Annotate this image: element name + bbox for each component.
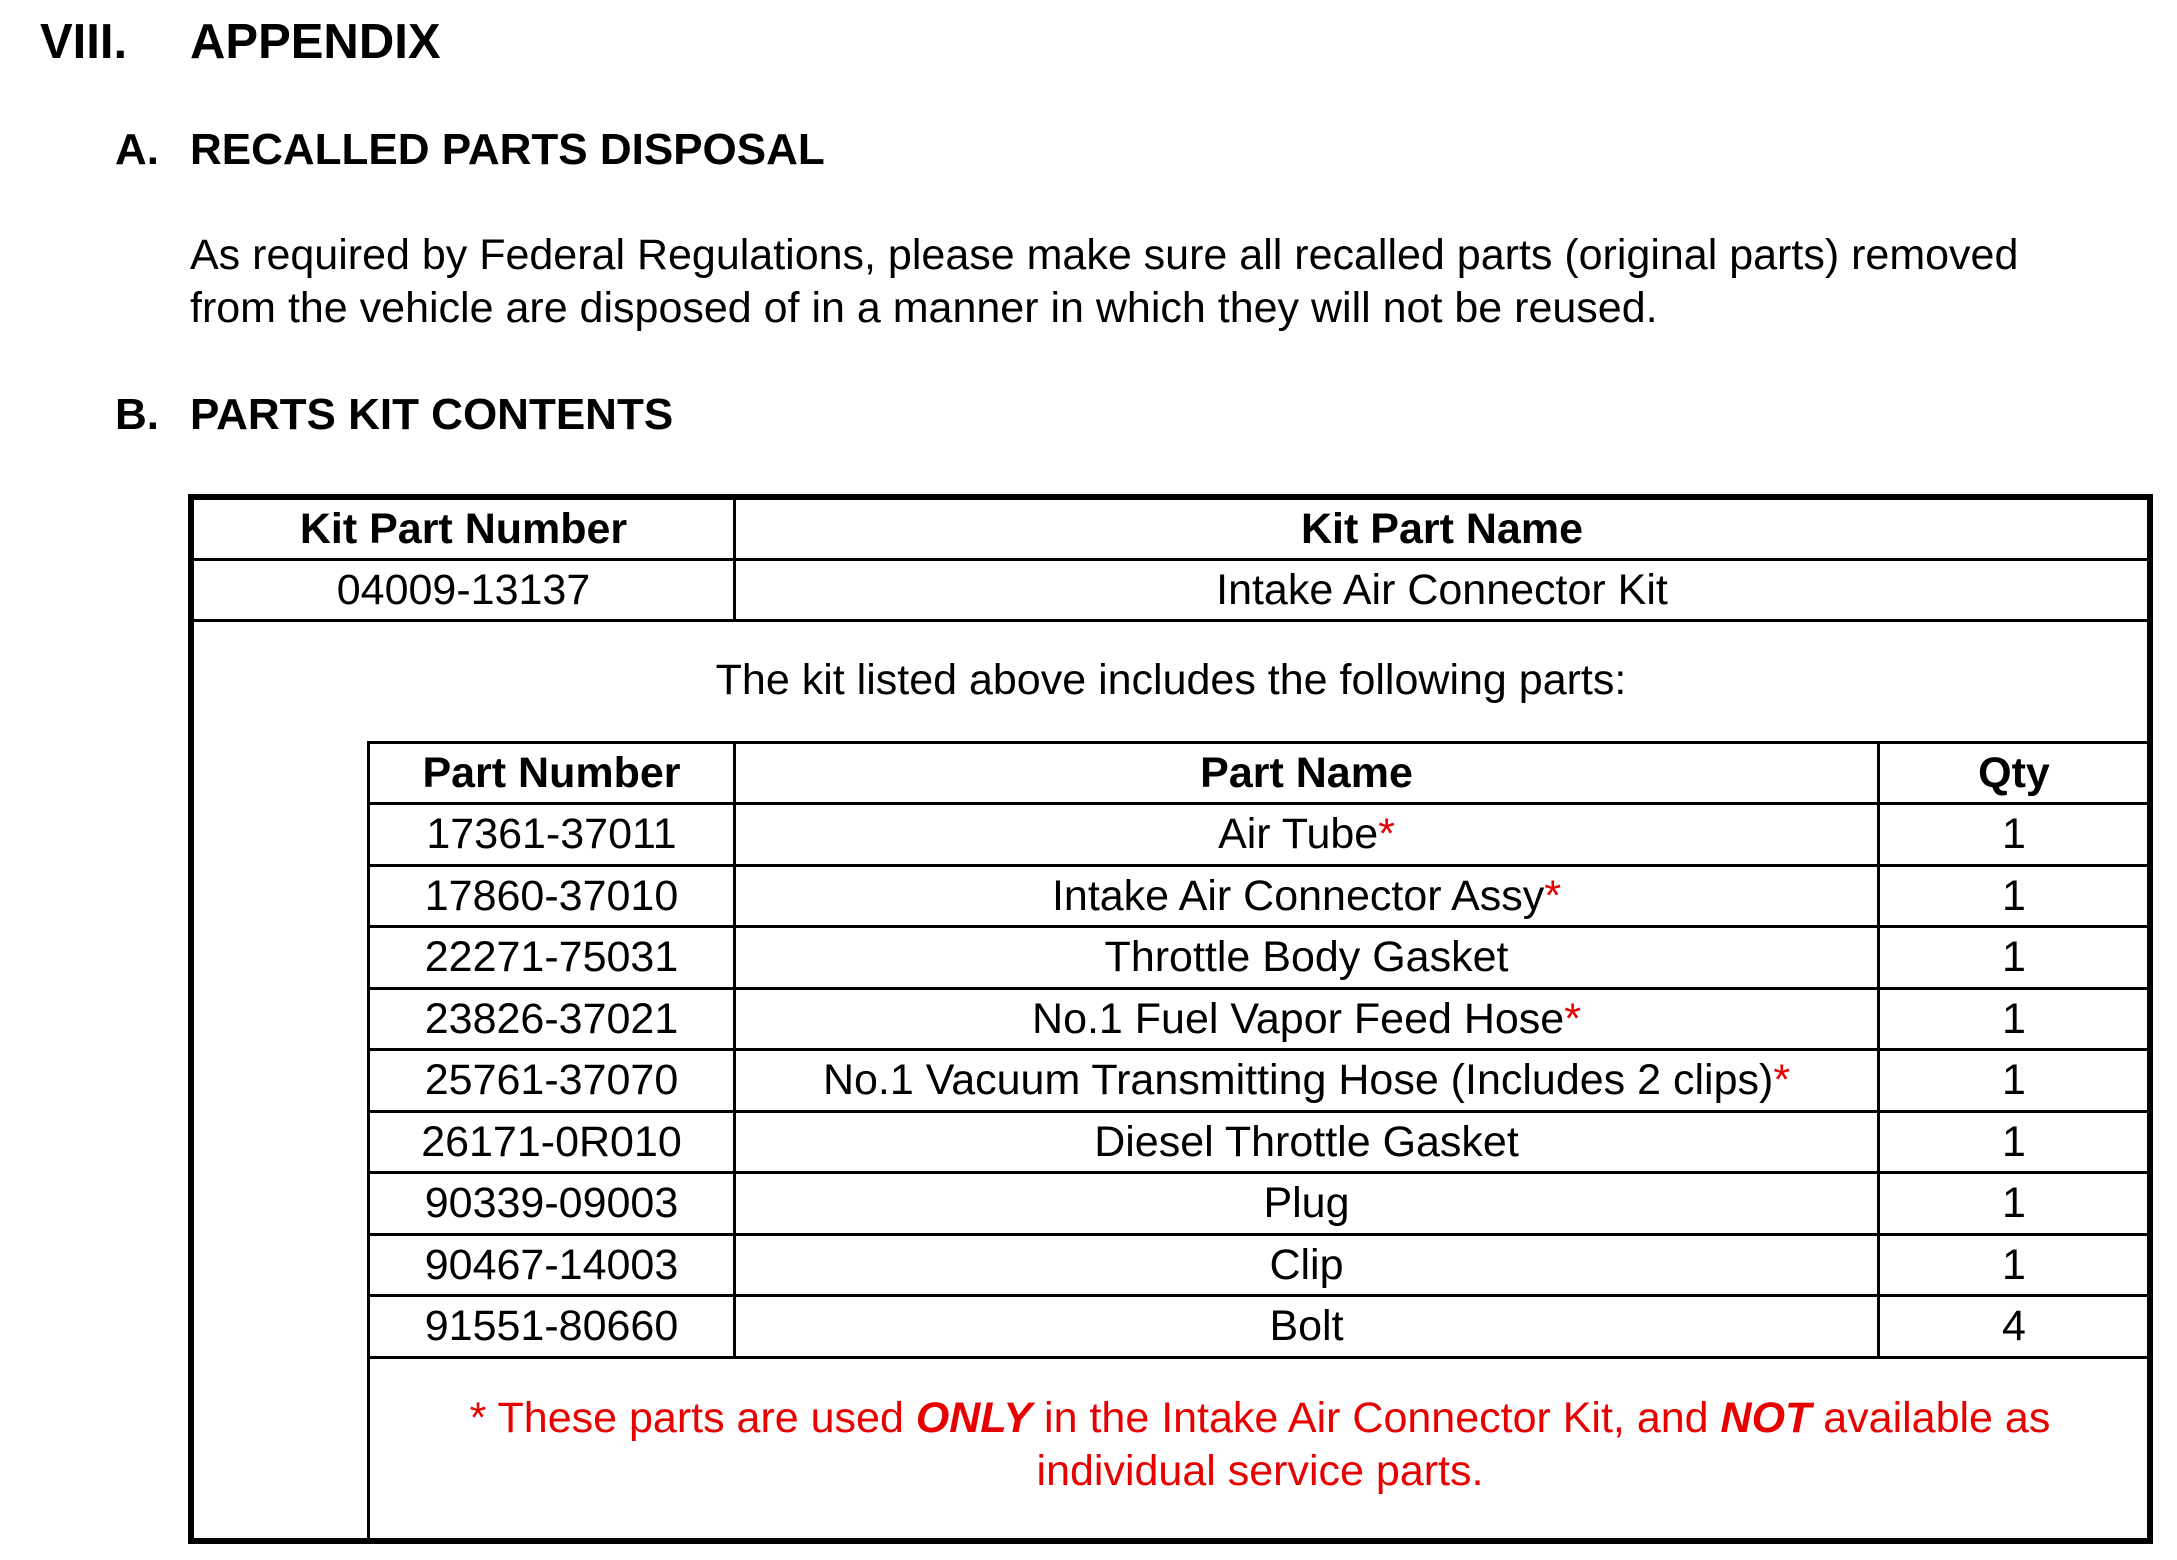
note-text-1: * These parts are used: [469, 1394, 916, 1442]
part-number-cell: 22271-75031: [424, 933, 679, 981]
note-text-2: in the Intake Air Connector Kit, and: [1032, 1394, 1721, 1442]
kit-row-divider: [191, 619, 2151, 622]
kit-header-part-name: Kit Part Name: [1301, 504, 1583, 553]
part-name-cell: [736, 990, 1877, 1049]
subsection-a-title: RECALLED PARTS DISPOSAL: [190, 125, 825, 174]
note-text-3: available as: [1811, 1394, 2051, 1442]
part-number-cell: 17361-37011: [426, 810, 677, 858]
part-number-cell: 23826-37021: [424, 995, 679, 1043]
part-name-text: Diesel Throttle Gasket: [1094, 1118, 1519, 1166]
part-name-cell: [736, 867, 1877, 926]
kit-header-part-number: Kit Part Number: [299, 504, 628, 553]
part-number-cell: 91551-80660: [424, 1302, 679, 1350]
subsection-b-title: PARTS KIT CONTENTS: [190, 390, 674, 439]
part-name-cell: [736, 1297, 1877, 1356]
part-name-text: Plug: [1263, 1179, 1350, 1227]
parts-row-divider: [367, 1356, 2151, 1359]
part-name-cell: [736, 1051, 1877, 1110]
disposal-paragraph-line-2: from the vehicle are disposed of in a manner in which they will not be reused.: [190, 284, 1658, 332]
part-qty-cell: 1: [2002, 872, 2026, 920]
exclusive-part-marker: *: [1564, 995, 1581, 1043]
subsection-a-letter: A.: [115, 125, 159, 174]
part-name-text: No.1 Vacuum Transmitting Hose (Includes 2 clips): [822, 1056, 1774, 1104]
part-name-text: Throttle Body Gasket: [1104, 933, 1509, 981]
note-emphasis-not: NOT: [1720, 1394, 1812, 1442]
section-title: APPENDIX: [190, 15, 441, 69]
part-number-cell: 26171-0R010: [421, 1118, 682, 1166]
parts-header-part-number: Part Number: [422, 748, 681, 797]
kit-part-name: Intake Air Connector Kit: [1216, 565, 1668, 614]
part-name-text: Air Tube: [1218, 810, 1379, 858]
subsection-b-letter: B.: [115, 390, 159, 439]
part-name-text: Bolt: [1269, 1302, 1344, 1350]
part-qty-cell: 1: [2002, 810, 2026, 858]
part-name-cell: [736, 805, 1877, 864]
part-qty-cell: 1: [2002, 1241, 2026, 1289]
part-number-cell: 90339-09003: [424, 1179, 679, 1227]
part-qty-cell: 1: [2002, 995, 2026, 1043]
part-name-cell: [736, 928, 1877, 987]
part-number-cell: 25761-37070: [424, 1056, 679, 1104]
exclusive-part-marker: *: [1544, 872, 1562, 920]
kit-part-number: 04009-13137: [336, 565, 591, 614]
exclusive-part-marker: *: [1773, 1056, 1791, 1104]
part-name-text: Intake Air Connector Assy: [1051, 872, 1545, 920]
note-emphasis-only: ONLY: [915, 1394, 1033, 1442]
part-number-cell: 90467-14003: [424, 1241, 679, 1289]
disposal-paragraph-line-1: As required by Federal Regulations, please make sure all recalled parts (original parts) removed: [190, 231, 2019, 279]
part-qty-cell: 1: [2002, 1179, 2026, 1227]
part-qty-cell: 1: [2002, 1056, 2026, 1104]
part-name-text: No.1 Fuel Vapor Feed Hose: [1032, 995, 1565, 1043]
section-number: VIII.: [40, 15, 128, 69]
parts-header-part-name: Part Name: [1200, 748, 1413, 797]
note-line-2: individual service parts.: [1036, 1447, 1484, 1495]
note-line-1: [370, 1392, 2150, 1445]
part-name-text: Clip: [1269, 1241, 1344, 1289]
part-number-cell: 17860-37010: [424, 872, 679, 920]
part-qty-cell: 1: [2002, 1118, 2026, 1166]
kit-includes-text: The kit listed above includes the following parts:: [715, 655, 1627, 704]
part-qty-cell: 1: [2002, 933, 2026, 981]
part-name-cell: [736, 1236, 1877, 1295]
exclusive-part-marker: *: [1378, 810, 1395, 858]
parts-header-qty: Qty: [1978, 748, 2050, 797]
exclusive-parts-note: [370, 1392, 2150, 1498]
part-name-cell: [736, 1113, 1877, 1172]
part-name-cell: [736, 1174, 1877, 1233]
part-qty-cell: 4: [2002, 1302, 2026, 1350]
